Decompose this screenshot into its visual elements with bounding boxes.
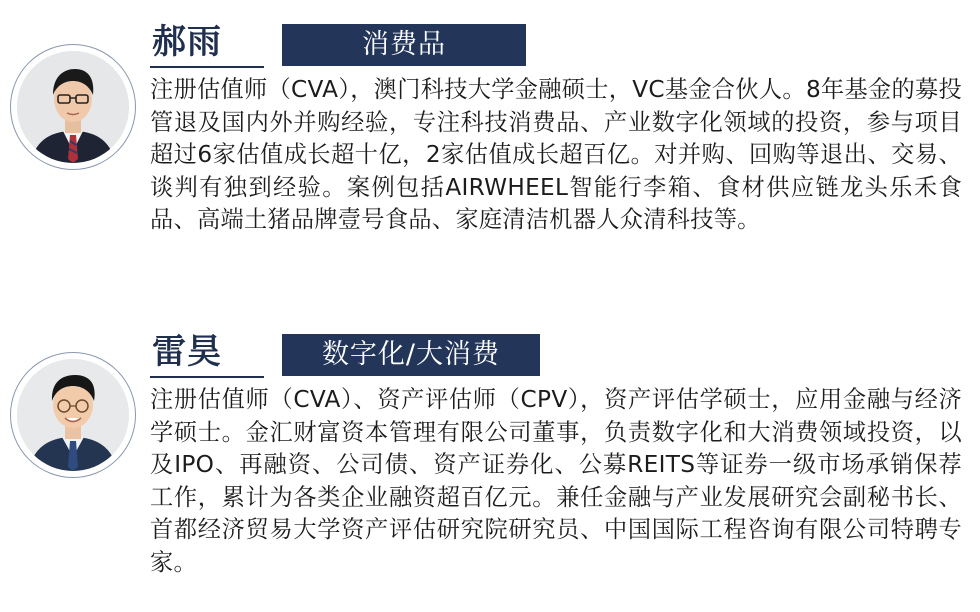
name-underline (150, 376, 264, 378)
domain-tag: 数字化/大消费 (282, 334, 540, 376)
profile-card-1 (0, 22, 980, 282)
person-name: 雷昊 (152, 332, 222, 372)
name-underline (150, 66, 264, 68)
person-name: 郝雨 (152, 22, 222, 62)
avatar (17, 51, 129, 163)
bio-text: 注册估值师（CVA），澳门科技大学金融硕士，VC基金合伙人。8年基金的募投管退及国内外并购经验，专注科技消费品、产业数字化领域的投资，参与项目超过6家估值成长超十亿，2家估值成长超百亿。对并购、回购等退出、交易、谈判有独到经验。案例包括AIRWHEEL智能行李箱、食材供应链龙头乐禾食品、高端土猪品牌壹号食品、家庭清洁机器人众清科技等。 (150, 76, 962, 233)
avatar-frame (10, 44, 136, 170)
avatar (17, 359, 129, 471)
bio-text: 注册估值师（CVA）、资产评估师（CPV），资产评估学硕士，应用金融与经济学硕士。金汇财富资本管理有限公司董事，负责数字化和大消费领域投资，以及IPO、再融资、公司债、资产证券化、公募REITS等证券一级市场承销保荐工作，累计为各类企业融资超百亿元。兼任金融与产业发展研究会副秘书长、首都经济贸易大学资产评估研究院研究员、中国国际工程咨询有限公司特聘专家。 (150, 386, 962, 576)
domain-tag: 消费品 (282, 24, 526, 66)
profile-card-2 (0, 332, 980, 602)
avatar-frame (10, 352, 136, 478)
person-portrait-icon (17, 359, 129, 471)
person-portrait-icon (17, 51, 129, 163)
